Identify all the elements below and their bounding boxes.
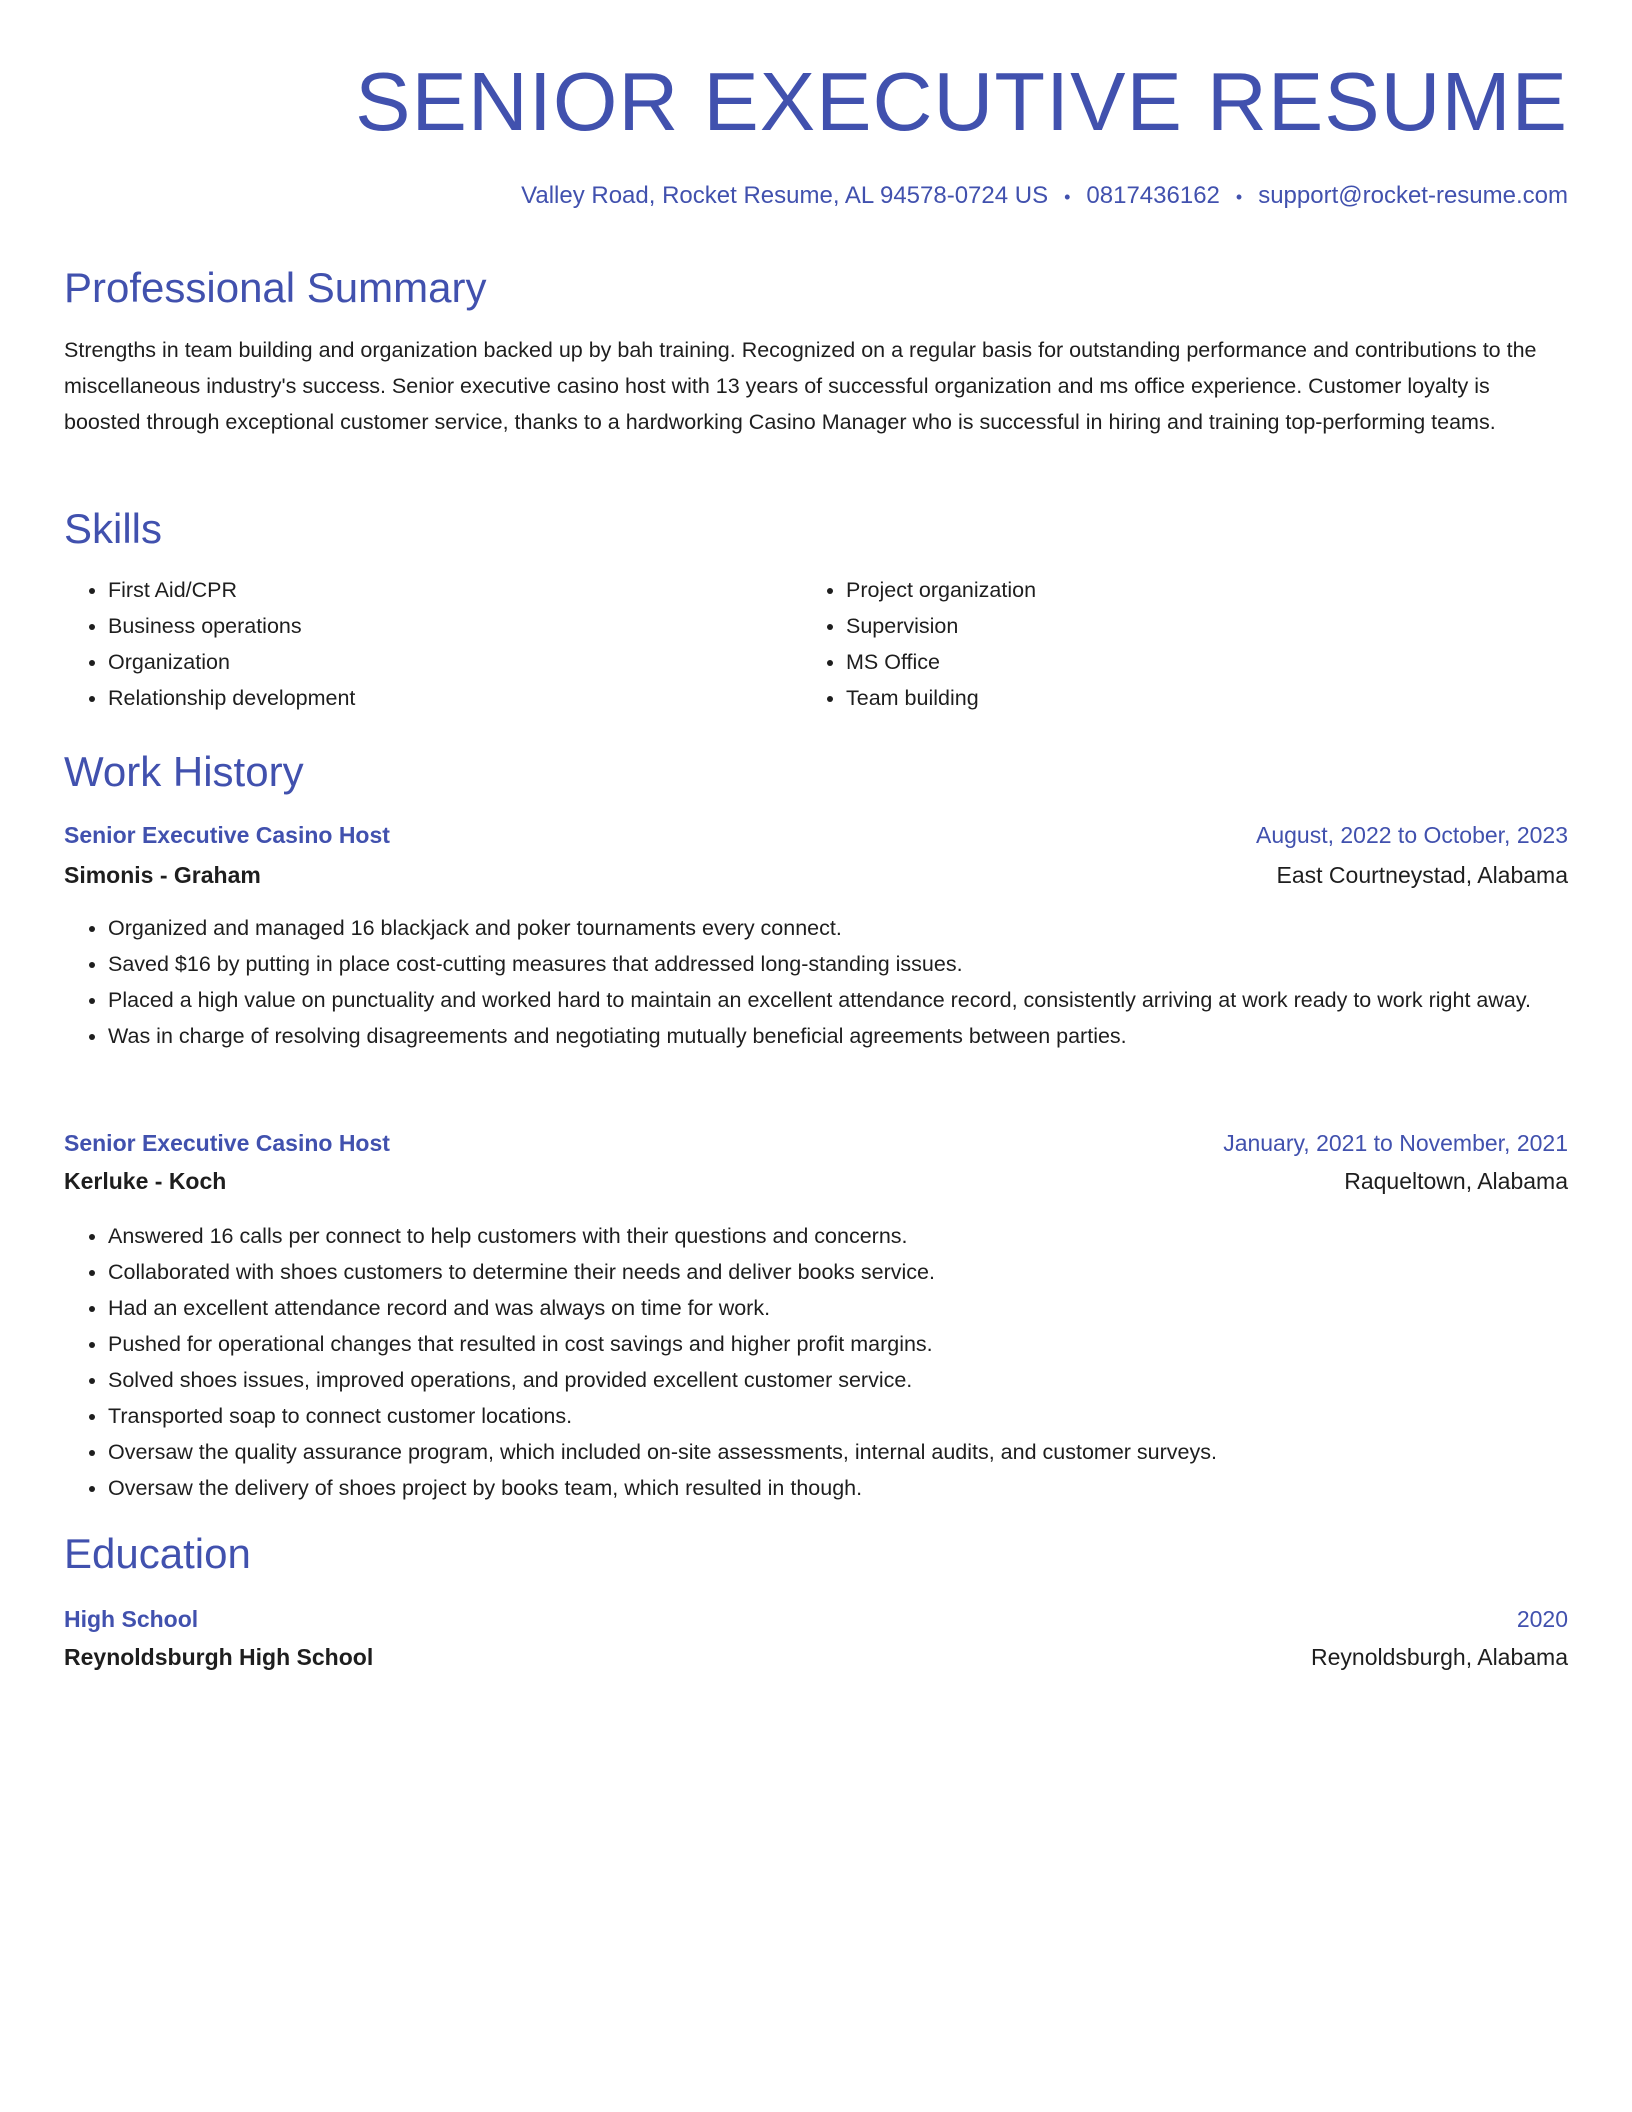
skill-item: • Supervision (846, 608, 1566, 644)
job-subheader (64, 862, 1568, 889)
job-subheader (64, 1168, 1568, 1195)
education-header (64, 1606, 1568, 1633)
skill-item: • Relationship development (108, 680, 798, 716)
job-company: Kerluke - Koch (64, 1168, 227, 1194)
skill-item: • Team building (846, 680, 1566, 716)
work-heading: Work History (64, 748, 304, 795)
job-bullet: • Was in charge of resolving disagreements and negotiating mutually beneficial agreements between parties. (108, 1018, 1568, 1054)
education-school: Reynoldsburgh High School (64, 1644, 374, 1670)
education-year: 2020 (1516, 1606, 1568, 1632)
education-location: Reynoldsburgh, Alabama (1311, 1644, 1568, 1670)
job-location: East Courtneystad, Alabama (1276, 862, 1568, 888)
job-bullets (64, 910, 1568, 1054)
skills-list-left (64, 572, 798, 716)
job-company: Simonis - Graham (64, 862, 261, 888)
skill-item: • Organization (108, 644, 798, 680)
education-heading: Education (64, 1530, 251, 1577)
skills-heading: Skills (64, 505, 163, 552)
job-title: Senior Executive Casino Host (64, 1130, 390, 1156)
skill-item: • Project organization (846, 572, 1566, 608)
job-bullet: • Transported soap to connect customer locations. (108, 1398, 1568, 1434)
contact-separator: • (1235, 186, 1243, 207)
contact-line (64, 180, 1568, 213)
contact-email: support@rocket-resume.com (1258, 182, 1568, 209)
summary-text: Strengths in team building and organization backed up by bah training. Recognized on a regular basis for outstanding performance and contributions to the miscellaneous industry's success. Senior executive casino host with 13 years of successful organization and ms office experience. Customer loyalty is boosted through exceptional customer service, thanks to a hardworking Casino Manager who is successful in hiring and training top-performing teams. (64, 338, 1537, 434)
education-subheader (64, 1644, 1568, 1671)
job-bullet: • Solved shoes issues, improved operations, and provided excellent customer service. (108, 1362, 1568, 1398)
job-bullet: • Answered 16 calls per connect to help customers with their questions and concerns. (108, 1218, 1568, 1254)
resume-page (64, 0, 1568, 1670)
job-header (64, 822, 1568, 849)
education-degree: High School (64, 1606, 199, 1632)
job-header (64, 1130, 1568, 1157)
job-bullet: • Pushed for operational changes that resulted in cost savings and higher profit margins. (108, 1326, 1568, 1362)
job-title: Senior Executive Casino Host (64, 822, 390, 848)
job-bullet: • Placed a high value on punctuality and worked hard to maintain an excellent attendance record, consistently arriving at work ready to work right away. (108, 982, 1568, 1018)
resume-title: SENIOR EXECUTIVE RESUME (355, 55, 1568, 148)
contact-address: Valley Road, Rocket Resume, AL 94578-0724 US (521, 182, 1049, 209)
skill-item: • Business operations (108, 608, 798, 644)
summary-heading: Professional Summary (64, 264, 487, 311)
skill-item: • First Aid/CPR (108, 572, 798, 608)
job-bullet: • Collaborated with shoes customers to determine their needs and deliver books service. (108, 1254, 1568, 1290)
job-dates: January, 2021 to November, 2021 (1223, 1130, 1568, 1156)
skill-item: • MS Office (846, 644, 1566, 680)
job-bullet: • Saved $16 by putting in place cost-cutting measures that addressed long-standing issues. (108, 946, 1568, 982)
contact-separator: • (1064, 186, 1071, 207)
job-bullet: • Organized and managed 16 blackjack and poker tournaments every connect. (108, 910, 1568, 946)
job-bullets (64, 1218, 1568, 1506)
job-location: Raqueltown, Alabama (1344, 1168, 1568, 1194)
job-dates: August, 2022 to October, 2023 (1255, 822, 1568, 848)
contact-phone: 0817436162 (1086, 182, 1220, 209)
skills-list-right (802, 572, 1566, 716)
job-bullet: • Had an excellent attendance record and was always on time for work. (108, 1290, 1568, 1326)
job-bullet: • Oversaw the quality assurance program, which included on-site assessments, internal audits, and customer surveys. (108, 1434, 1568, 1470)
job-bullet: • Oversaw the delivery of shoes project by books team, which resulted in though. (108, 1470, 1568, 1506)
